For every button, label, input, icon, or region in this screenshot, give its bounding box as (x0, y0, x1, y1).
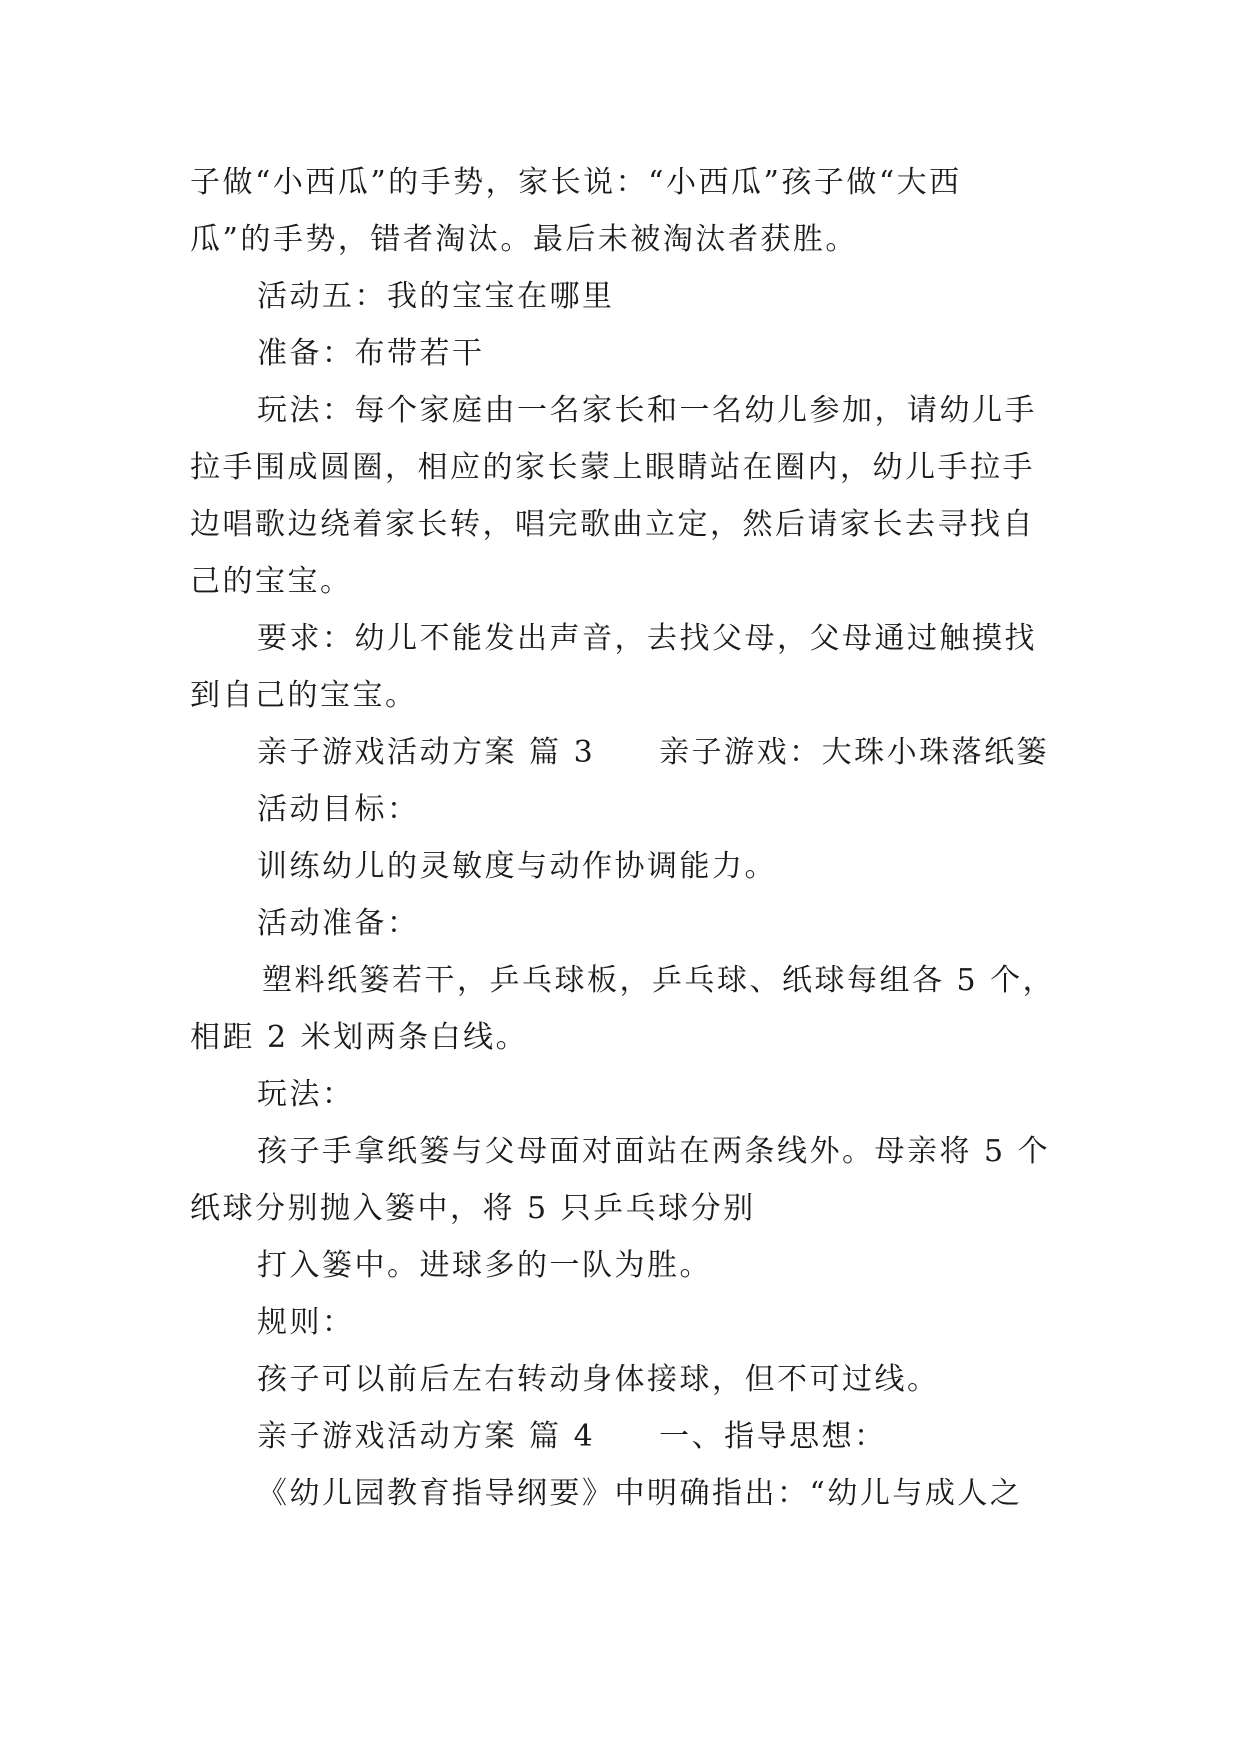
body-text-line: 要求：幼儿不能发出声音，去找父母，父母通过触摸找 (257, 621, 1037, 656)
plan-heading (257, 1417, 887, 1457)
body-text-line: 塑料纸篓若干，乒乓球板，乒乓球、纸球每组各 5 个， (262, 963, 1056, 998)
game-title: 亲子游戏：大珠小珠落纸篓 (659, 735, 1050, 770)
section-heading: 活动五：我的宝宝在哪里 (257, 279, 615, 314)
section-title: 一、指导思想： (659, 1419, 887, 1454)
body-text-line: 玩法：每个家庭由一名家长和一名幼儿参加，请幼儿手 (257, 393, 1037, 428)
body-text-line: 规则： (257, 1305, 355, 1340)
body-text-line: 己的宝宝。 (190, 564, 353, 599)
plan-title: 亲子游戏活动方案 篇 3 (257, 735, 596, 770)
body-text-line: 瓜”的手势，错者淘汰。最后未被淘汰者获胜。 (190, 222, 858, 257)
body-text-line: 打入篓中。进球多的一队为胜。 (257, 1248, 712, 1283)
body-text-line: 纸球分别抛入篓中，将 5 只乒乓球分别 (190, 1191, 756, 1226)
plan-title: 亲子游戏活动方案 篇 4 (257, 1419, 596, 1454)
plan-heading (257, 733, 1049, 773)
body-text-line: 活动目标： (257, 792, 420, 827)
body-text-line: 训练幼儿的灵敏度与动作协调能力。 (257, 849, 777, 884)
body-text-line: 拉手围成圆圈，相应的家长蒙上眼睛站在圈内，幼儿手拉手 (190, 450, 1035, 485)
body-text-line: 到自己的宝宝。 (190, 678, 418, 713)
body-text-line: 《幼儿园教育指导纲要》中明确指出：“幼儿与成人之 (257, 1476, 1023, 1511)
body-text-line: 玩法： (257, 1077, 355, 1112)
body-text-line: 准备：布带若干 (257, 336, 485, 371)
body-text-line: 边唱歌边绕着家长转，唱完歌曲立定，然后请家长去寻找自 (190, 507, 1035, 542)
body-text-line: 相距 2 米划两条白线。 (190, 1020, 529, 1055)
body-text-line: 活动准备： (257, 906, 420, 941)
body-text-line: 孩子手拿纸篓与父母面对面站在两条线外。母亲将 5 个 (257, 1134, 1051, 1169)
body-text-line: 孩子可以前后左右转动身体接球，但不可过线。 (257, 1362, 940, 1397)
body-text-line: 子做“小西瓜”的手势，家长说：“小西瓜”孩子做“大西 (190, 165, 962, 200)
